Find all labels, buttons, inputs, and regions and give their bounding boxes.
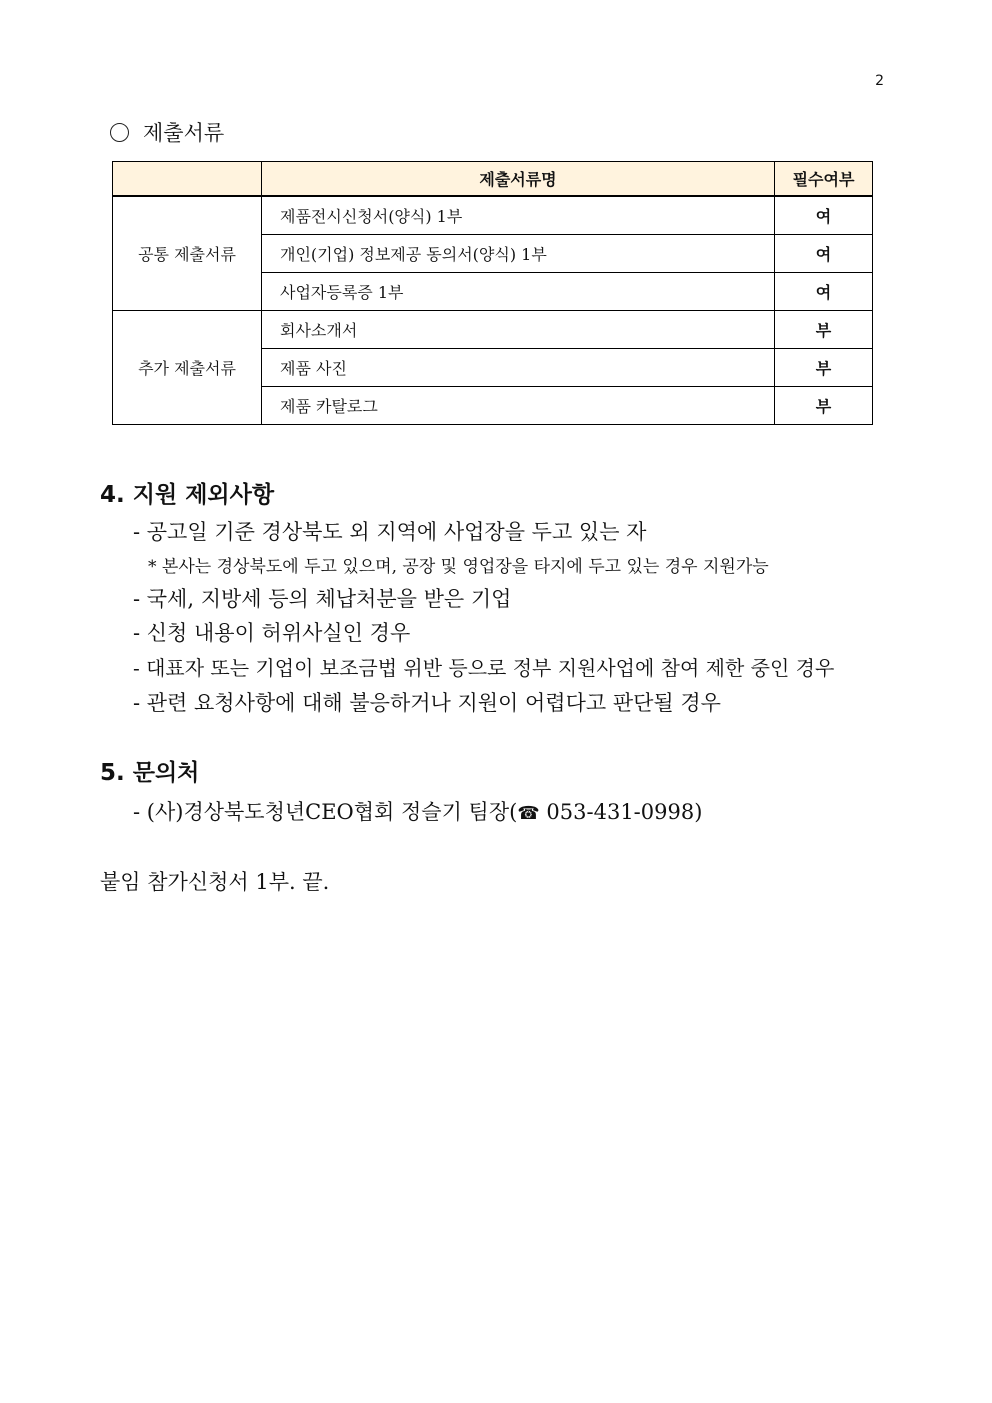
doc-name-cell: 회사소개서: [262, 311, 775, 349]
contact-prefix: - (사)경상북도청년CEO협회 정슬기 팀장(: [133, 800, 518, 824]
section4-title: 4. 지원 제외사항: [100, 482, 275, 508]
section5-title: 5. 문의처: [100, 760, 200, 786]
page-number: 2: [875, 73, 884, 89]
list-item: - 국세, 지방세 등의 체납처분을 받은 기업: [133, 587, 512, 611]
doc-name-cell: 제품전시신청서(양식) 1부: [262, 196, 775, 235]
table-header-doc-name: 제출서류명: [262, 162, 775, 197]
list-item: - 대표자 또는 기업이 보조금법 위반 등으로 정부 지원사업에 참여 제한 중인 경우: [133, 656, 835, 680]
list-item: - 공고일 기준 경상북도 외 지역에 사업장을 두고 있는 자: [133, 520, 647, 544]
required-cell: 부: [775, 349, 873, 387]
contact-line: [133, 796, 702, 826]
required-cell: 부: [775, 387, 873, 425]
list-item: - 관련 요청사항에 대해 불응하거나 지원이 어렵다고 판단될 경우: [133, 691, 721, 715]
required-cell: 여: [775, 196, 873, 235]
required-cell: 여: [775, 235, 873, 273]
doc-name-cell: 개인(기업) 정보제공 동의서(양식) 1부: [262, 235, 775, 273]
phone-icon: ☎: [517, 803, 540, 824]
contact-phone: 053-431-0998): [539, 800, 703, 824]
table-header-required: 필수여부: [775, 162, 873, 197]
doc-name-cell: 제품 카탈로그: [262, 387, 775, 425]
docs-heading-text: 제출서류: [143, 121, 225, 145]
group-label-additional: 추가 제출서류: [113, 311, 262, 425]
docs-heading: [110, 117, 224, 147]
table-header-row: [113, 162, 873, 197]
circle-bullet-icon: [110, 123, 129, 142]
table-row: [113, 311, 873, 349]
doc-name-cell: 사업자등록증 1부: [262, 273, 775, 311]
table-header-empty: [113, 162, 262, 197]
required-cell: 여: [775, 273, 873, 311]
table-row: [113, 196, 873, 235]
list-item: - 신청 내용이 허위사실인 경우: [133, 621, 411, 645]
doc-name-cell: 제품 사진: [262, 349, 775, 387]
list-note: * 본사는 경상북도에 두고 있으며, 공장 및 영업장을 타지에 두고 있는 경우 지원가능: [148, 557, 769, 577]
closing-text: 붙임 참가신청서 1부. 끝.: [100, 870, 330, 894]
required-cell: 부: [775, 311, 873, 349]
docs-table: [112, 161, 873, 425]
group-label-common: 공통 제출서류: [113, 196, 262, 311]
